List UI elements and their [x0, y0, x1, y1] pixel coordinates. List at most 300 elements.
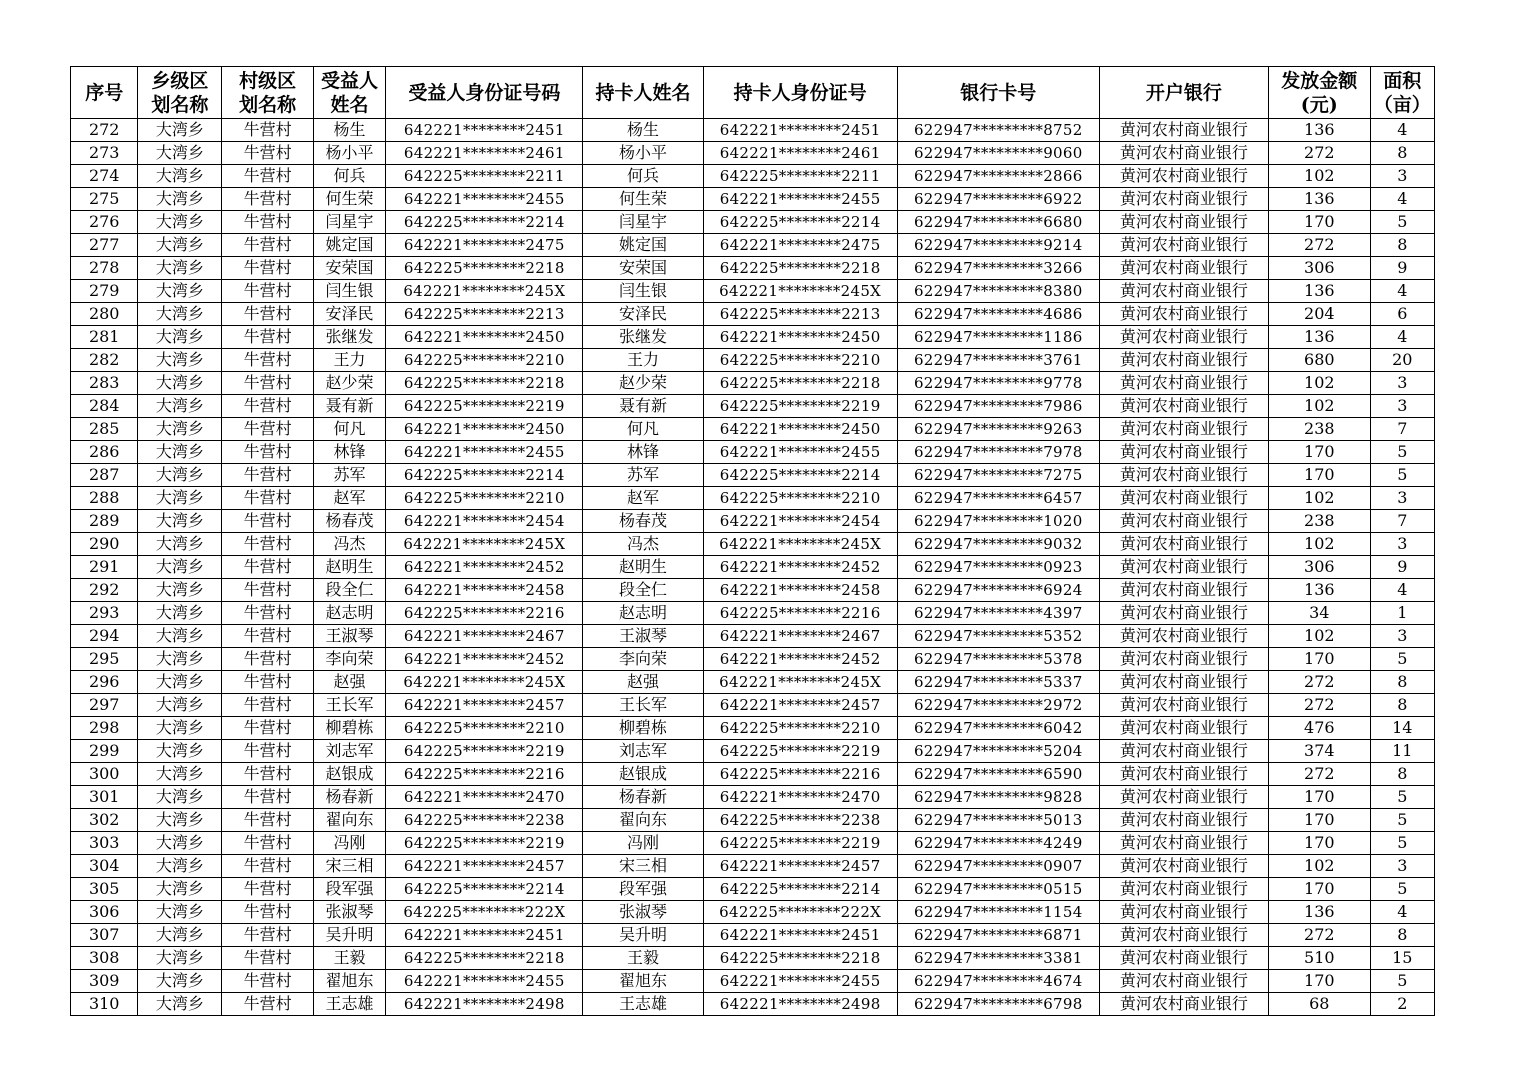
cell-village: 牛营村 — [222, 349, 313, 372]
payment-table — [70, 66, 1435, 1016]
table-row — [71, 763, 1435, 786]
header-township — [138, 67, 222, 119]
cell-amount: 136 — [1268, 280, 1370, 303]
cell-cardholder-name: 杨春新 — [583, 786, 703, 809]
cell-village: 牛营村 — [222, 165, 313, 188]
cell-beneficiary-name: 王志雄 — [313, 993, 386, 1016]
cell-index: 293 — [71, 602, 138, 625]
cell-area: 3 — [1370, 487, 1434, 510]
cell-cardholder-id: 642225********2216 — [703, 602, 897, 625]
cell-cardholder-id: 642221********2451 — [703, 119, 897, 142]
cell-beneficiary-id: 642221********245X — [386, 280, 583, 303]
cell-amount: 102 — [1268, 533, 1370, 556]
cell-village: 牛营村 — [222, 556, 313, 579]
cell-bank: 黄河农村商业银行 — [1099, 786, 1268, 809]
table-row — [71, 234, 1435, 257]
header-cardholder-id — [703, 67, 897, 119]
cell-beneficiary-id: 642221********2451 — [386, 924, 583, 947]
cell-area: 5 — [1370, 970, 1434, 993]
cell-bank: 黄河农村商业银行 — [1099, 832, 1268, 855]
cell-area: 7 — [1370, 418, 1434, 441]
cell-township: 大湾乡 — [138, 441, 222, 464]
cell-cardholder-id: 642225********2210 — [703, 717, 897, 740]
table-row — [71, 694, 1435, 717]
cell-beneficiary-name: 杨小平 — [313, 142, 386, 165]
cell-cardholder-name: 安泽民 — [583, 303, 703, 326]
header-index-line: 序号 — [85, 81, 124, 104]
cell-index: 273 — [71, 142, 138, 165]
cell-bank-card: 622947*********8752 — [897, 119, 1099, 142]
header-amount — [1268, 67, 1370, 119]
cell-township: 大湾乡 — [138, 349, 222, 372]
cell-amount: 272 — [1268, 142, 1370, 165]
cell-township: 大湾乡 — [138, 142, 222, 165]
table-row — [71, 487, 1435, 510]
cell-cardholder-name: 苏军 — [583, 464, 703, 487]
cell-beneficiary-id: 642225********2218 — [386, 947, 583, 970]
cell-bank-card: 622947*********5204 — [897, 740, 1099, 763]
cell-area: 4 — [1370, 280, 1434, 303]
table-row — [71, 740, 1435, 763]
cell-bank: 黄河农村商业银行 — [1099, 602, 1268, 625]
cell-township: 大湾乡 — [138, 372, 222, 395]
cell-township: 大湾乡 — [138, 556, 222, 579]
cell-township: 大湾乡 — [138, 188, 222, 211]
cell-amount: 238 — [1268, 418, 1370, 441]
cell-village: 牛营村 — [222, 326, 313, 349]
cell-village: 牛营村 — [222, 533, 313, 556]
cell-cardholder-id: 642225********2214 — [703, 878, 897, 901]
cell-bank: 黄河农村商业银行 — [1099, 533, 1268, 556]
cell-cardholder-id: 642225********2210 — [703, 349, 897, 372]
header-village-line: 划名称 — [239, 93, 297, 116]
cell-area: 8 — [1370, 924, 1434, 947]
cell-township: 大湾乡 — [138, 280, 222, 303]
table-row — [71, 832, 1435, 855]
cell-beneficiary-name: 何生荣 — [313, 188, 386, 211]
cell-cardholder-name: 林锋 — [583, 441, 703, 464]
cell-cardholder-name: 刘志军 — [583, 740, 703, 763]
cell-township: 大湾乡 — [138, 257, 222, 280]
cell-area: 4 — [1370, 579, 1434, 602]
cell-cardholder-name: 闫星宇 — [583, 211, 703, 234]
table-row — [71, 855, 1435, 878]
table-row — [71, 142, 1435, 165]
cell-beneficiary-id: 642225********222X — [386, 901, 583, 924]
header-index — [71, 67, 138, 119]
cell-beneficiary-name: 段军强 — [313, 878, 386, 901]
cell-township: 大湾乡 — [138, 947, 222, 970]
cell-area: 20 — [1370, 349, 1434, 372]
header-beneficiary-name — [313, 67, 386, 119]
cell-bank-card: 622947*********0907 — [897, 855, 1099, 878]
cell-index: 290 — [71, 533, 138, 556]
cell-amount: 170 — [1268, 786, 1370, 809]
cell-amount: 136 — [1268, 188, 1370, 211]
cell-area: 8 — [1370, 763, 1434, 786]
cell-bank: 黄河农村商业银行 — [1099, 717, 1268, 740]
cell-bank: 黄河农村商业银行 — [1099, 441, 1268, 464]
cell-index: 291 — [71, 556, 138, 579]
cell-village: 牛营村 — [222, 648, 313, 671]
cell-beneficiary-id: 642225********2219 — [386, 832, 583, 855]
cell-area: 5 — [1370, 878, 1434, 901]
cell-index: 301 — [71, 786, 138, 809]
cell-village: 牛营村 — [222, 395, 313, 418]
cell-amount: 102 — [1268, 395, 1370, 418]
cell-index: 305 — [71, 878, 138, 901]
cell-beneficiary-name: 杨春新 — [313, 786, 386, 809]
cell-amount: 102 — [1268, 855, 1370, 878]
cell-index: 276 — [71, 211, 138, 234]
cell-area: 1 — [1370, 602, 1434, 625]
cell-bank-card: 622947*********2866 — [897, 165, 1099, 188]
cell-cardholder-name: 安荣国 — [583, 257, 703, 280]
cell-bank-card: 622947*********3381 — [897, 947, 1099, 970]
cell-area: 2 — [1370, 993, 1434, 1016]
cell-cardholder-name: 何兵 — [583, 165, 703, 188]
cell-index: 283 — [71, 372, 138, 395]
cell-cardholder-name: 段全仁 — [583, 579, 703, 602]
cell-index: 272 — [71, 119, 138, 142]
cell-township: 大湾乡 — [138, 832, 222, 855]
cell-cardholder-name: 张继发 — [583, 326, 703, 349]
cell-cardholder-id: 642225********2219 — [703, 740, 897, 763]
cell-cardholder-name: 杨生 — [583, 119, 703, 142]
cell-beneficiary-id: 642221********2458 — [386, 579, 583, 602]
cell-village: 牛营村 — [222, 464, 313, 487]
cell-amount: 204 — [1268, 303, 1370, 326]
header-amount-line: (元) — [1300, 93, 1338, 116]
cell-index: 309 — [71, 970, 138, 993]
cell-beneficiary-id: 642221********2457 — [386, 855, 583, 878]
cell-cardholder-id: 642221********2451 — [703, 924, 897, 947]
cell-cardholder-id: 642225********2210 — [703, 487, 897, 510]
cell-township: 大湾乡 — [138, 901, 222, 924]
cell-village: 牛营村 — [222, 211, 313, 234]
cell-village: 牛营村 — [222, 901, 313, 924]
cell-beneficiary-name: 王淑琴 — [313, 625, 386, 648]
cell-bank-card: 622947*********6680 — [897, 211, 1099, 234]
table-row — [71, 970, 1435, 993]
cell-beneficiary-name: 李向荣 — [313, 648, 386, 671]
cell-cardholder-name: 王志雄 — [583, 993, 703, 1016]
cell-cardholder-id: 642225********2219 — [703, 395, 897, 418]
cell-bank: 黄河农村商业银行 — [1099, 970, 1268, 993]
header-beneficiary-name-line: 姓名 — [330, 93, 369, 116]
cell-bank: 黄河农村商业银行 — [1099, 855, 1268, 878]
table-row — [71, 786, 1435, 809]
cell-bank-card: 622947*********9032 — [897, 533, 1099, 556]
cell-amount: 680 — [1268, 349, 1370, 372]
cell-cardholder-name: 姚定国 — [583, 234, 703, 257]
table-row — [71, 947, 1435, 970]
cell-area: 8 — [1370, 142, 1434, 165]
cell-village: 牛营村 — [222, 487, 313, 510]
table-row — [71, 993, 1435, 1016]
cell-area: 8 — [1370, 694, 1434, 717]
cell-village: 牛营村 — [222, 188, 313, 211]
cell-village: 牛营村 — [222, 970, 313, 993]
cell-beneficiary-id: 642221********245X — [386, 671, 583, 694]
cell-amount: 102 — [1268, 625, 1370, 648]
header-village-line: 村级区 — [239, 69, 297, 92]
cell-beneficiary-id: 642225********2213 — [386, 303, 583, 326]
cell-area: 3 — [1370, 855, 1434, 878]
cell-cardholder-id: 642221********2498 — [703, 993, 897, 1016]
cell-index: 295 — [71, 648, 138, 671]
cell-beneficiary-id: 642221********2452 — [386, 648, 583, 671]
cell-amount: 136 — [1268, 901, 1370, 924]
header-area-line: （亩） — [1373, 93, 1431, 116]
cell-beneficiary-name: 冯刚 — [313, 832, 386, 855]
cell-area: 11 — [1370, 740, 1434, 763]
cell-beneficiary-name: 安荣国 — [313, 257, 386, 280]
cell-township: 大湾乡 — [138, 533, 222, 556]
cell-bank: 黄河农村商业银行 — [1099, 809, 1268, 832]
table-row — [71, 556, 1435, 579]
cell-cardholder-id: 642221********2461 — [703, 142, 897, 165]
cell-township: 大湾乡 — [138, 418, 222, 441]
cell-village: 牛营村 — [222, 257, 313, 280]
cell-area: 7 — [1370, 510, 1434, 533]
cell-beneficiary-id: 642221********2475 — [386, 234, 583, 257]
cell-beneficiary-name: 刘志军 — [313, 740, 386, 763]
cell-index: 300 — [71, 763, 138, 786]
cell-village: 牛营村 — [222, 372, 313, 395]
subsidy-payment-sheet — [70, 66, 1435, 1016]
cell-amount: 272 — [1268, 763, 1370, 786]
cell-bank-card: 622947*********4674 — [897, 970, 1099, 993]
cell-bank: 黄河农村商业银行 — [1099, 510, 1268, 533]
cell-beneficiary-name: 翟向东 — [313, 809, 386, 832]
cell-amount: 306 — [1268, 257, 1370, 280]
cell-village: 牛营村 — [222, 579, 313, 602]
cell-beneficiary-name: 张淑琴 — [313, 901, 386, 924]
cell-index: 297 — [71, 694, 138, 717]
cell-township: 大湾乡 — [138, 648, 222, 671]
cell-amount: 272 — [1268, 234, 1370, 257]
cell-area: 8 — [1370, 234, 1434, 257]
cell-index: 298 — [71, 717, 138, 740]
cell-amount: 510 — [1268, 947, 1370, 970]
cell-beneficiary-id: 642225********2210 — [386, 349, 583, 372]
cell-beneficiary-name: 杨生 — [313, 119, 386, 142]
cell-bank: 黄河农村商业银行 — [1099, 556, 1268, 579]
cell-cardholder-name: 翟向东 — [583, 809, 703, 832]
cell-area: 9 — [1370, 257, 1434, 280]
cell-beneficiary-id: 642225********2218 — [386, 257, 583, 280]
cell-village: 牛营村 — [222, 602, 313, 625]
cell-amount: 170 — [1268, 878, 1370, 901]
cell-village: 牛营村 — [222, 809, 313, 832]
cell-area: 4 — [1370, 119, 1434, 142]
cell-amount: 136 — [1268, 119, 1370, 142]
cell-beneficiary-name: 赵银成 — [313, 763, 386, 786]
cell-village: 牛营村 — [222, 625, 313, 648]
cell-beneficiary-name: 赵志明 — [313, 602, 386, 625]
cell-beneficiary-name: 苏军 — [313, 464, 386, 487]
table-row — [71, 464, 1435, 487]
cell-cardholder-id: 642221********2450 — [703, 418, 897, 441]
cell-beneficiary-id: 642225********2214 — [386, 878, 583, 901]
cell-village: 牛营村 — [222, 142, 313, 165]
table-row — [71, 326, 1435, 349]
cell-bank-card: 622947*********4686 — [897, 303, 1099, 326]
cell-bank: 黄河农村商业银行 — [1099, 211, 1268, 234]
cell-cardholder-id: 642225********2238 — [703, 809, 897, 832]
header-township-line: 划名称 — [151, 93, 209, 116]
cell-amount: 170 — [1268, 441, 1370, 464]
header-bank — [1099, 67, 1268, 119]
cell-bank-card: 622947*********1154 — [897, 901, 1099, 924]
cell-bank-card: 622947*********7275 — [897, 464, 1099, 487]
cell-beneficiary-id: 642221********2498 — [386, 993, 583, 1016]
cell-index: 287 — [71, 464, 138, 487]
cell-bank-card: 622947*********0515 — [897, 878, 1099, 901]
cell-bank: 黄河农村商业银行 — [1099, 234, 1268, 257]
cell-village: 牛营村 — [222, 441, 313, 464]
table-row — [71, 211, 1435, 234]
cell-cardholder-id: 642221********2454 — [703, 510, 897, 533]
cell-township: 大湾乡 — [138, 878, 222, 901]
table-row — [71, 625, 1435, 648]
cell-amount: 170 — [1268, 809, 1370, 832]
cell-township: 大湾乡 — [138, 809, 222, 832]
table-row — [71, 188, 1435, 211]
cell-amount: 170 — [1268, 464, 1370, 487]
cell-index: 278 — [71, 257, 138, 280]
cell-bank: 黄河农村商业银行 — [1099, 142, 1268, 165]
cell-amount: 34 — [1268, 602, 1370, 625]
cell-area: 3 — [1370, 395, 1434, 418]
cell-beneficiary-id: 642225********2216 — [386, 763, 583, 786]
cell-index: 285 — [71, 418, 138, 441]
cell-amount: 272 — [1268, 694, 1370, 717]
table-row — [71, 119, 1435, 142]
cell-bank: 黄河农村商业银行 — [1099, 395, 1268, 418]
cell-beneficiary-name: 王长军 — [313, 694, 386, 717]
cell-beneficiary-name: 杨春茂 — [313, 510, 386, 533]
cell-cardholder-name: 何生荣 — [583, 188, 703, 211]
cell-bank-card: 622947*********2972 — [897, 694, 1099, 717]
cell-beneficiary-id: 642221********2457 — [386, 694, 583, 717]
cell-beneficiary-id: 642221********2450 — [386, 418, 583, 441]
cell-index: 274 — [71, 165, 138, 188]
cell-beneficiary-name: 林锋 — [313, 441, 386, 464]
cell-bank: 黄河农村商业银行 — [1099, 993, 1268, 1016]
cell-beneficiary-id: 642221********2454 — [386, 510, 583, 533]
cell-index: 286 — [71, 441, 138, 464]
cell-bank: 黄河农村商业银行 — [1099, 763, 1268, 786]
cell-township: 大湾乡 — [138, 165, 222, 188]
cell-bank: 黄河农村商业银行 — [1099, 740, 1268, 763]
cell-amount: 476 — [1268, 717, 1370, 740]
table-row — [71, 510, 1435, 533]
cell-cardholder-id: 642221********2455 — [703, 188, 897, 211]
cell-village: 牛营村 — [222, 786, 313, 809]
cell-cardholder-id: 642221********2475 — [703, 234, 897, 257]
cell-bank: 黄河农村商业银行 — [1099, 303, 1268, 326]
cell-cardholder-name: 王长军 — [583, 694, 703, 717]
cell-bank: 黄河农村商业银行 — [1099, 119, 1268, 142]
cell-village: 牛营村 — [222, 418, 313, 441]
header-beneficiary-name-line: 受益人 — [320, 69, 378, 92]
cell-area: 4 — [1370, 901, 1434, 924]
cell-amount: 170 — [1268, 211, 1370, 234]
cell-village: 牛营村 — [222, 947, 313, 970]
cell-township: 大湾乡 — [138, 671, 222, 694]
cell-bank-card: 622947*********5013 — [897, 809, 1099, 832]
cell-township: 大湾乡 — [138, 326, 222, 349]
cell-index: 292 — [71, 579, 138, 602]
header-beneficiary-id — [386, 67, 583, 119]
header-area — [1370, 67, 1434, 119]
cell-bank-card: 622947*********9214 — [897, 234, 1099, 257]
cell-bank-card: 622947*********4249 — [897, 832, 1099, 855]
header-cardholder-id-line: 持卡人身份证号 — [733, 81, 867, 104]
cell-index: 310 — [71, 993, 138, 1016]
cell-beneficiary-id: 642221********2467 — [386, 625, 583, 648]
header-bank-card-line: 银行卡号 — [960, 81, 1037, 104]
cell-cardholder-name: 张淑琴 — [583, 901, 703, 924]
cell-village: 牛营村 — [222, 832, 313, 855]
header-beneficiary-id-line: 受益人身份证号码 — [408, 81, 561, 104]
cell-cardholder-id: 642221********2470 — [703, 786, 897, 809]
cell-cardholder-name: 柳碧栋 — [583, 717, 703, 740]
table-row — [71, 901, 1435, 924]
table-row — [71, 533, 1435, 556]
cell-beneficiary-id: 642225********2211 — [386, 165, 583, 188]
table-header-row — [71, 67, 1435, 119]
cell-bank-card: 622947*********4397 — [897, 602, 1099, 625]
cell-township: 大湾乡 — [138, 510, 222, 533]
cell-township: 大湾乡 — [138, 464, 222, 487]
cell-beneficiary-id: 642225********2214 — [386, 211, 583, 234]
cell-beneficiary-id: 642221********2461 — [386, 142, 583, 165]
cell-beneficiary-name: 翟旭东 — [313, 970, 386, 993]
cell-index: 279 — [71, 280, 138, 303]
cell-bank: 黄河农村商业银行 — [1099, 188, 1268, 211]
cell-bank: 黄河农村商业银行 — [1099, 947, 1268, 970]
table-row — [71, 602, 1435, 625]
cell-township: 大湾乡 — [138, 924, 222, 947]
cell-bank-card: 622947*********6798 — [897, 993, 1099, 1016]
cell-bank-card: 622947*********5337 — [897, 671, 1099, 694]
cell-cardholder-name: 赵明生 — [583, 556, 703, 579]
cell-beneficiary-name: 安泽民 — [313, 303, 386, 326]
cell-index: 302 — [71, 809, 138, 832]
table-row — [71, 924, 1435, 947]
cell-beneficiary-name: 冯杰 — [313, 533, 386, 556]
cell-amount: 68 — [1268, 993, 1370, 1016]
cell-cardholder-name: 王力 — [583, 349, 703, 372]
cell-cardholder-name: 翟旭东 — [583, 970, 703, 993]
table-row — [71, 878, 1435, 901]
cell-beneficiary-id: 642225********2218 — [386, 372, 583, 395]
cell-amount: 306 — [1268, 556, 1370, 579]
cell-beneficiary-id: 642221********2455 — [386, 970, 583, 993]
cell-village: 牛营村 — [222, 924, 313, 947]
cell-bank-card: 622947*********5378 — [897, 648, 1099, 671]
cell-bank: 黄河农村商业银行 — [1099, 257, 1268, 280]
cell-amount: 136 — [1268, 326, 1370, 349]
cell-cardholder-name: 赵少荣 — [583, 372, 703, 395]
cell-beneficiary-id: 642221********2451 — [386, 119, 583, 142]
cell-village: 牛营村 — [222, 234, 313, 257]
cell-township: 大湾乡 — [138, 786, 222, 809]
cell-bank-card: 622947*********5352 — [897, 625, 1099, 648]
